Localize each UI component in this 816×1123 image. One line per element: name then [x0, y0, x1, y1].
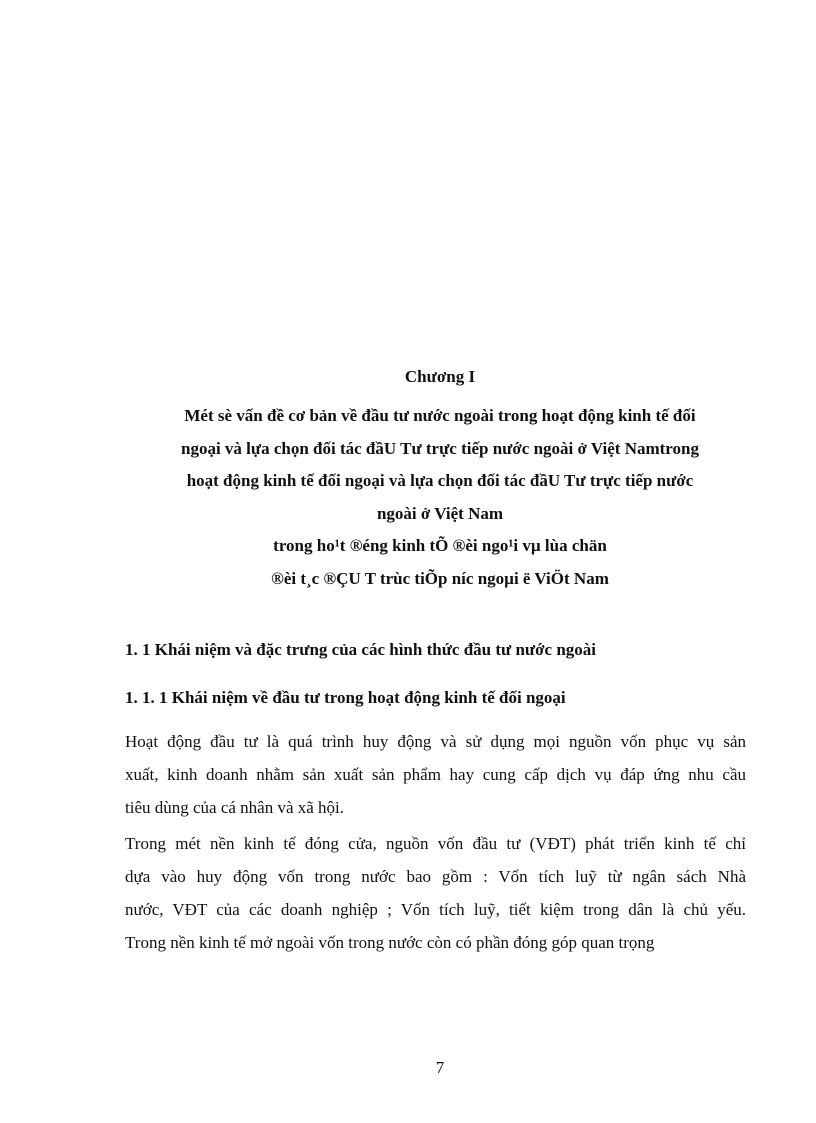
paragraph-line: Trong mét nền kinh tế đóng cửa, nguồn vốn đầu tư (VĐT) phát triển kinh tế chỉ: [125, 834, 746, 853]
chapter-title-line-legacy-encoding: ®èi t¸c ®ÇU T trùc tiÕp níc ngoµi ë ViÖt Nam: [271, 568, 609, 588]
page-number: 7: [435, 1058, 445, 1077]
section-heading-1-1-1: 1. 1. 1 Khái niệm về đầu tư trong hoạt động kinh tế đối ngoại: [125, 688, 566, 707]
paragraph-investment-definition: [125, 725, 746, 824]
chapter-title-line: hoạt động kinh tế đối ngoại và lựa chọn đối tác đầU Tư trực tiếp nước: [186, 471, 694, 490]
paragraph-line: dựa vào huy động vốn trong nước bao gồm : Vốn tích luỹ từ ngân sách Nhà: [125, 867, 746, 886]
paragraph-line: tiêu dùng của cá nhân và xã hội.: [125, 798, 345, 817]
chapter-title-line: ngoài ở Việt Nam: [376, 503, 504, 523]
chapter-title-line-legacy-encoding: trong ho¹t ®éng kinh tÕ ®èi ngo¹i vµ lùa chän: [273, 536, 607, 555]
paragraph-line: Hoạt động đầu tư là quá trình huy động và sử dụng mọi nguồn vốn phục vụ sản: [125, 732, 746, 751]
paragraph-line: xuất, kinh doanh nhằm sản xuất sản phẩm hay cung cấp dịch vụ đáp ứng nhu cầu: [125, 765, 746, 784]
chapter-title-line: Mét sè vấn đề cơ bản về đầu tư nước ngoài trong hoạt động kinh tế đối: [184, 406, 696, 425]
paragraph-line: Trong nền kinh tế mở ngoài vốn trong nước còn có phần đóng góp quan trọng: [125, 933, 655, 952]
paragraph-closed-economy: [125, 827, 746, 959]
paragraph-line: nước, VĐT của các doanh nghiệp ; Vốn tích luỹ, tiết kiệm trong dân là chủ yếu.: [125, 900, 746, 919]
section-heading-1-1: 1. 1 Khái niệm và đặc trưng của các hình thức đầu tư nước ngoài: [125, 640, 597, 659]
chapter-title-line: ngoại và lựa chọn đối tác đầU Tư trực tiếp nước ngoài ở Việt Namtrong: [180, 438, 699, 458]
chapter-header: [110, 366, 770, 595]
chapter-label: Chương I: [404, 367, 476, 386]
